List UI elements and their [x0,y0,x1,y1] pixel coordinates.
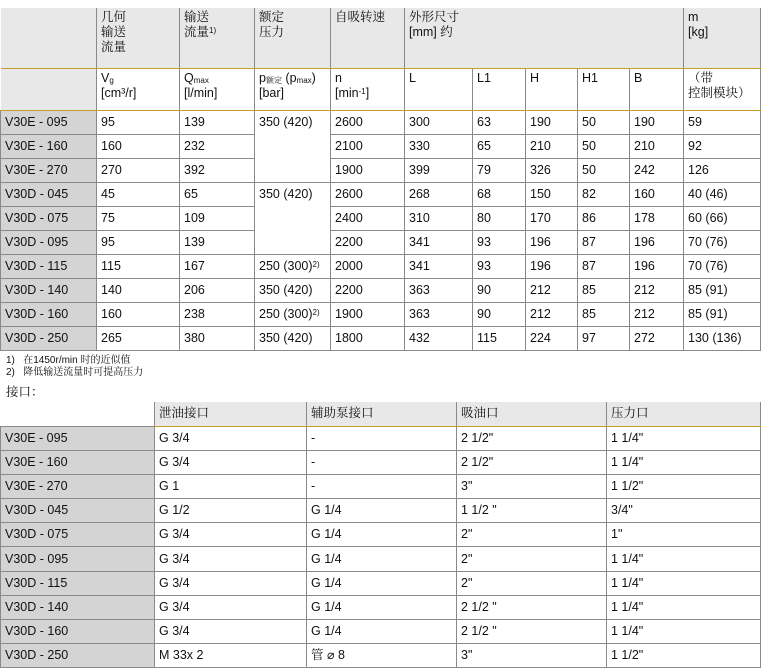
model-cell: V30D - 075 [1,523,155,547]
mass-unit: [kg] [688,25,709,39]
ports-table [0,402,761,668]
flow-header [180,8,255,68]
aux-port-cell: - [307,474,457,498]
q-cell: 380 [180,326,255,350]
H-cell: 224 [526,326,578,350]
flow-header-line-1: 输送 [184,10,210,24]
model-cell: V30D - 160 [1,620,155,644]
p-cell [255,158,331,182]
pressure-port-header: 压力口 [607,402,761,426]
drain-port-cell: G 3/4 [155,571,307,595]
B-header: B [630,68,684,110]
aux-port-cell: - [307,426,457,450]
suction-port-cell: 2 1/2" [457,426,607,450]
ports-row [1,474,761,498]
spec-header-row-1 [1,8,761,68]
aux-port-cell: G 1/4 [307,523,457,547]
H1-cell: 50 [578,134,630,158]
p-cell: 350 (420) [255,326,331,350]
B-cell: 160 [630,182,684,206]
aux-port-cell: G 1/4 [307,595,457,619]
p-cell [255,206,331,230]
dimensions-header [405,8,684,68]
model-cell: V30D - 250 [1,326,97,350]
spec-row [1,254,761,278]
vg-cell: 265 [97,326,180,350]
L1-cell: 65 [473,134,526,158]
H-cell: 326 [526,158,578,182]
L1-cell: 80 [473,206,526,230]
aux-port-cell: - [307,450,457,474]
H-cell: 196 [526,254,578,278]
model-cell: V30D - 045 [1,182,97,206]
q-cell: 206 [180,278,255,302]
footnote-1: 1) 在1450r/min 时的近似值 [6,355,131,366]
p-unit: [bar] [259,85,285,100]
p-cell: 350 (420) [255,278,331,302]
mass-symbol: m [688,10,699,24]
q-cell: 167 [180,254,255,278]
footnote-ref-2: 2) [312,259,320,269]
p-cell: 250 $(300)^{2)}$ [255,302,331,326]
suction-port-cell: 2 1/2 " [457,620,607,644]
n-unit: $[\min^{-1}]$ [335,85,370,100]
aux-port-cell: G 1/4 [307,620,457,644]
suction-port-cell: 1 1/2 " [457,499,607,523]
pressure-port-cell: 1 1/4" [607,547,761,571]
spec-row [1,182,761,206]
q-cell: 232 [180,134,255,158]
drain-port-cell: G 3/4 [155,426,307,450]
displacement-header-line-2: 输送 [101,25,127,39]
drain-port-cell: G 3/4 [155,523,307,547]
m-cell: 59 [684,110,761,134]
L-cell: 432 [405,326,473,350]
L1-header: L1 [473,68,526,110]
H-cell: 212 [526,302,578,326]
L1-cell: 93 [473,230,526,254]
p-cell: 250 $(300)^{2)}$ [255,254,331,278]
L1-cell: 68 [473,182,526,206]
spec-row [1,326,761,350]
aux-port-cell: G 1/4 [307,499,457,523]
model-cell: V30D - 160 [1,302,97,326]
L-header: L [405,68,473,110]
aux-port-cell: G 1/4 [307,547,457,571]
qmax-unit-header: Qmax [l/min] [180,68,255,110]
H-cell: 212 [526,278,578,302]
q-cell: 392 [180,158,255,182]
footnote-ref-2: 2) [312,307,320,317]
model-cell: V30D - 140 [1,278,97,302]
model-cell: V30D - 075 [1,206,97,230]
pressure-header-line-1: 额定 [259,10,285,24]
drain-port-cell: G 1 [155,474,307,498]
n-cell: 1900 [331,302,405,326]
displacement-header-line-3: 流量 [101,40,127,54]
displacement-header [97,8,180,68]
H1-cell: 85 [578,302,630,326]
pressure-header [255,8,331,68]
drain-port-header: 泄油接口 [155,402,307,426]
vg-cell: 140 [97,278,180,302]
n-cell: 2400 [331,206,405,230]
mass-note-header: （带 控制模块） [684,68,761,110]
H-header: H [526,68,578,110]
displacement-header-line-1: 几何 [101,10,127,24]
footnote-2: 2) 降低输送流量时可提高压力 [6,367,144,378]
pressure-port-cell: 1 1/4" [607,450,761,474]
vg-unit-header: Vg [cm³/r] [97,68,180,110]
H1-cell: 86 [578,206,630,230]
p-cell: 350 (420) [255,182,331,206]
q-cell: 139 [180,110,255,134]
ports-header-row [1,402,761,426]
H1-cell: 82 [578,182,630,206]
H-cell: 196 [526,230,578,254]
model-cell: V30D - 045 [1,499,155,523]
n-cell: 2600 [331,182,405,206]
p-unit-header: p额定 (pmax) [bar] [255,68,331,110]
model-cell: V30D - 095 [1,230,97,254]
spec-header-row-2 [1,68,761,110]
model-cell: V30E - 160 [1,450,155,474]
q-cell: 238 [180,302,255,326]
n-cell: 2200 [331,230,405,254]
L-cell: 341 [405,254,473,278]
ports-row [1,620,761,644]
vg-cell: 270 [97,158,180,182]
q-cell: 65 [180,182,255,206]
n-cell: 2100 [331,134,405,158]
H-cell: 170 [526,206,578,230]
L-cell: 268 [405,182,473,206]
model-cell: V30D - 140 [1,595,155,619]
model-cell: V30E - 160 [1,134,97,158]
n-cell: 1900 [331,158,405,182]
n-unit-header: n $[\min^{-1}]$ [331,68,405,110]
L1-cell: 90 [473,302,526,326]
B-cell: 212 [630,278,684,302]
H1-cell: 50 [578,158,630,182]
vg-unit: [cm³/r] [101,85,137,100]
pressure-port-cell: 1 1/2" [607,644,761,668]
spec-row [1,230,761,254]
spec-row [1,134,761,158]
drain-port-cell: G 3/4 [155,450,307,474]
pressure-header-line-2: 压力 [259,25,285,39]
B-cell: 178 [630,206,684,230]
blank-corner-2 [1,68,97,110]
suction-port-cell: 3" [457,474,607,498]
ports-row [1,426,761,450]
model-cell: V30D - 250 [1,644,155,668]
L-cell: 300 [405,110,473,134]
model-cell: V30D - 095 [1,547,155,571]
suction-port-header: 吸油口 [457,402,607,426]
mass-header [684,8,761,68]
model-cell: V30E - 270 [1,474,155,498]
suction-port-cell: 3" [457,644,607,668]
vg-cell: 160 [97,302,180,326]
p-cell [255,134,331,158]
H1-cell: 87 [578,254,630,278]
L1-cell: 115 [473,326,526,350]
L1-cell: 63 [473,110,526,134]
L1-cell: 79 [473,158,526,182]
pressure-port-cell: 1 1/4" [607,620,761,644]
drain-port-cell: G 3/4 [155,547,307,571]
ports-row [1,499,761,523]
spec-row [1,278,761,302]
flow-header-line-2: 流量$^{1)}$ [184,25,217,39]
qmax-unit: [l/min] [184,85,218,100]
m-cell: 85 (91) [684,278,761,302]
L-cell: 341 [405,230,473,254]
n-cell: 1800 [331,326,405,350]
H-cell: 190 [526,110,578,134]
vg-cell: 160 [97,134,180,158]
m-cell: 70 (76) [684,254,761,278]
q-cell: 139 [180,230,255,254]
dimensions-header-line-2: [mm] 约 [409,25,453,39]
pressure-port-cell: 3/4" [607,499,761,523]
ports-row [1,547,761,571]
ports-row [1,571,761,595]
m-cell: 60 (66) [684,206,761,230]
model-cell: V30E - 095 [1,110,97,134]
spec-row [1,302,761,326]
vg-cell: 95 [97,110,180,134]
pressure-port-cell: 1 1/4" [607,571,761,595]
drain-port-cell: G 3/4 [155,595,307,619]
n-cell: 2600 [331,110,405,134]
suction-port-cell: 2 1/2" [457,450,607,474]
H1-cell: 50 [578,110,630,134]
model-cell: V30D - 115 [1,571,155,595]
n-cell: 2200 [331,278,405,302]
model-cell: V30E - 270 [1,158,97,182]
m-cell: 126 [684,158,761,182]
spec-table [0,8,761,351]
pressure-port-cell: 1" [607,523,761,547]
p-cell: 350 (420) [255,110,331,134]
drain-port-cell: G 3/4 [155,620,307,644]
L1-cell: 90 [473,278,526,302]
ports-row [1,644,761,668]
vg-cell: 75 [97,206,180,230]
ports-caption: 接口： [6,385,44,399]
vg-cell: 115 [97,254,180,278]
footnote-ref-1: 1) [209,26,217,35]
B-cell: 212 [630,302,684,326]
B-cell: 210 [630,134,684,158]
ports-blank-corner [1,402,155,426]
ports-row [1,450,761,474]
pressure-port-cell: 1 1/2" [607,474,761,498]
L-cell: 363 [405,302,473,326]
blank-corner [1,8,97,68]
H1-cell: 85 [578,278,630,302]
m-cell: 130 (136) [684,326,761,350]
ports-row [1,523,761,547]
L-cell: 330 [405,134,473,158]
L-cell: 399 [405,158,473,182]
suction-port-cell: 2" [457,547,607,571]
pressure-port-cell: 1 1/4" [607,595,761,619]
vg-cell: 45 [97,182,180,206]
spec-row [1,110,761,134]
suction-port-cell: 2 1/2 " [457,595,607,619]
drain-port-cell: M 33x 2 [155,644,307,668]
vg-cell: 95 [97,230,180,254]
m-cell: 70 (76) [684,230,761,254]
spec-row [1,206,761,230]
aux-port-cell: G 1/4 [307,571,457,595]
B-cell: 196 [630,230,684,254]
B-cell: 242 [630,158,684,182]
m-cell: 92 [684,134,761,158]
footnotes [6,355,143,379]
B-cell: 272 [630,326,684,350]
L1-cell: 93 [473,254,526,278]
suction-port-cell: 2" [457,523,607,547]
H1-cell: 97 [578,326,630,350]
dimensions-header-line-1: 外形尺寸 [409,10,460,24]
model-cell: V30D - 115 [1,254,97,278]
H-cell: 210 [526,134,578,158]
speed-header: 自吸转速 [331,8,405,68]
B-cell: 196 [630,254,684,278]
drain-port-cell: G 1/2 [155,499,307,523]
spec-body [1,110,761,350]
m-cell: 40 (46) [684,182,761,206]
B-cell: 190 [630,110,684,134]
spec-row [1,158,761,182]
aux-port-cell: 管 ⌀ 8 [307,644,457,668]
H1-cell: 87 [578,230,630,254]
q-cell: 109 [180,206,255,230]
H-cell: 150 [526,182,578,206]
model-cell: V30E - 095 [1,426,155,450]
n-cell: 2000 [331,254,405,278]
ports-row [1,595,761,619]
H1-header: H1 [578,68,630,110]
pressure-port-cell: 1 1/4" [607,426,761,450]
ports-body [1,426,761,668]
L-cell: 310 [405,206,473,230]
L-cell: 363 [405,278,473,302]
aux-pump-port-header: 辅助泵接口 [307,402,457,426]
suction-port-cell: 2" [457,571,607,595]
m-cell: 85 (91) [684,302,761,326]
p-cell [255,230,331,254]
